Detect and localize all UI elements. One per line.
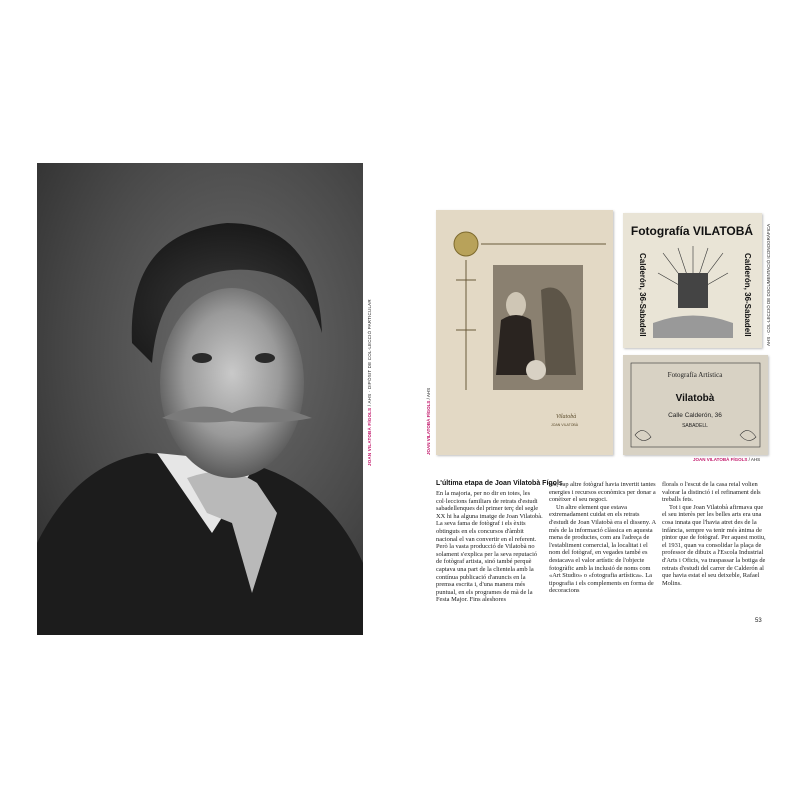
mounted-portrait-illustration: [436, 210, 613, 455]
page-number: 53: [755, 618, 762, 624]
portrait-illustration: [37, 163, 363, 635]
col3-paragraph: Tot i que Joan Vilatobà afirmava que el seu interès per les belles arts era una cosa innata que l'havia atret des de la infància, sempre va tenir més ànima de pintor que de fotògraf. Per aquest motiu, el 1931, quan va consolidar la plaça de professor de dibuix a l'Escola Industrial d'Arts i Oficis, va traspassar la botiga de retrats d'estudi del carrer de Calderón al que havia estat el seu deixeble, Rafael Molins.: [662, 503, 766, 587]
col2-paragraph: res, cap altre fotògraf havia invertit tantes energies i recursos econòmics per donar a conèixer el seu negoci.: [549, 481, 656, 504]
advertisement-card: [623, 213, 762, 348]
card3-line1: Fotografía Artística: [667, 371, 723, 379]
article-column-3: [662, 481, 769, 587]
card2-address-left: Calderón, 36-Sabadell: [638, 253, 647, 337]
card-credit-vertical-left: JOAN VILATOBÀ FÍGOLS / AHS: [426, 387, 431, 455]
card1-footer: JOAN VILATOBÀ: [551, 423, 579, 427]
card3-line3: Calle Calderón, 36: [668, 412, 722, 419]
card2-title: Fotografía VILATOBÁ: [630, 224, 754, 238]
card-credit-vertical-right: AHS · COL·LECCIÓ DE DOCUMENTACIÓ ICONOGRÀFICA: [766, 223, 771, 346]
portrait-photo: [37, 163, 363, 635]
article-column-2: [549, 481, 656, 595]
card-credit-bottom: JOAN VILATOBÀ FÍGOLS / AHS: [693, 457, 761, 462]
left-photo-credit: JOAN VILATOBÀ FÍGOLS / AHS · DIPÒSIT DE COL·LECCIÓ PARTICULAR: [367, 299, 372, 466]
col2-paragraph: Un altre element que estava extremadament cuidat en els retrats d'estudi de Joan Vilatobà era el disseny. A més de la informació clàssica en aquesta mena de productes, com ara l'adreça de l'establiment comercial, la localitat i el nom del fotògraf, en vegades també es destacava el valor artístic de l'objecte fotogràfic amb la inclusió de noms com «Art Studio» o «fotografia artística». La tipografia i els complements en forma de decoracions: [549, 503, 656, 595]
card1-signature: Vilatobà: [556, 414, 577, 420]
mounted-portrait-card: [436, 210, 613, 455]
business-card: [623, 355, 768, 455]
card2-address-right: Calderón, 36-Sabadell: [743, 253, 752, 337]
advertisement-illustration: [623, 213, 762, 348]
col1-paragraph: En la majoria, per no dir en totes, les col·leccions familiars de retrats d'estudi sabadellenques del primer terç del segle XX hi ha alguna imatge de Joan Vilatobà. La seva fama de fotògraf i els èxits obtinguts en els concursos d'àmbit nacional el van convertir en el referent. Però la vasta producció de Vilatobà no solament s'explica per la seva reputació de fotògraf artista, sinó també perquè captava una part de la clientela amb la contínua publicació d'anuncis en la premsa escrita i, d'una manera més puntual, en els programes de mà de la Festa Major. Fins aleshores: [436, 490, 543, 604]
col3-paragraph: florals o l'escut de la casa reial volien valorar la distinció i el refinament dels treballs fets.: [662, 481, 761, 504]
card3-line4: SABADELL: [682, 423, 708, 429]
card3-line2: Vilatobà: [675, 393, 715, 404]
business-card-illustration: [623, 355, 768, 455]
article-column-1: [436, 490, 543, 604]
article-heading: L'última etapa de Joan Vilatobà Fígols: [436, 480, 563, 487]
